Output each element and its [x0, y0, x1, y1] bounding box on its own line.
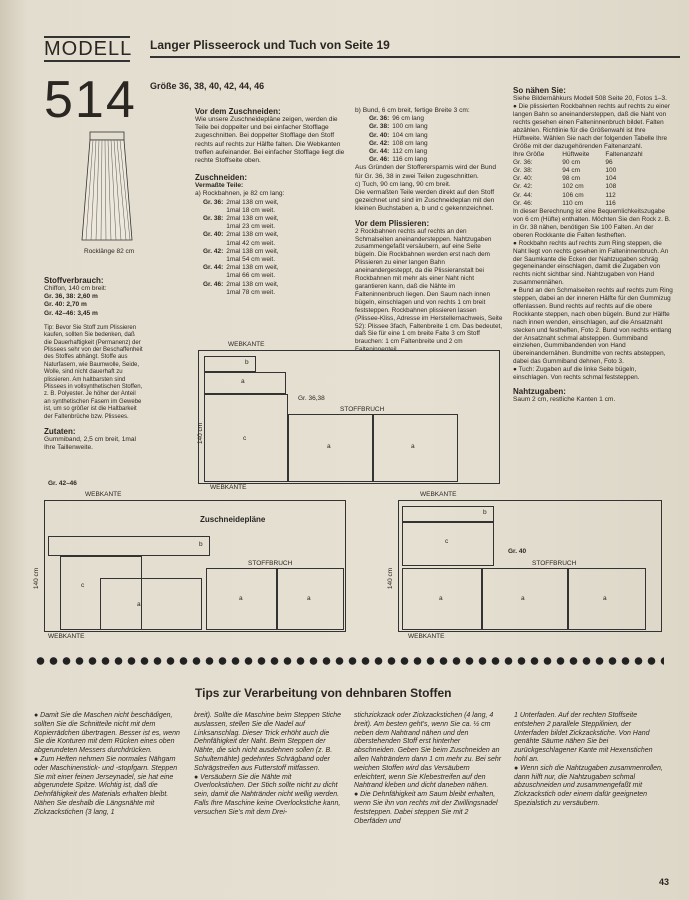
table-header: Ihre Größe Hüftweite Faltenanzahl — [513, 150, 643, 158]
table-row: Gr. 40: 2mal 138 cm weit, — [203, 231, 279, 239]
stoff-line: Chiffon, 140 cm breit: — [44, 285, 107, 292]
table-row: 1mal 78 cm weit. — [226, 288, 276, 296]
naehen-p3: ● Rockbahn rechts auf rechts zum Ring steppen, die Naht liegt von rechts gesehen im Falteninnenbruch. An der Saumkante die Ecken der Nahtzugaben schräg gegeneinander einschlagen, damit die Zugaben von rechts nicht sichtbar sind. Nahtzugaben von Hand zusammennähen. — [513, 239, 669, 287]
modell-label: MODELL — [44, 38, 133, 60]
piece-b: b — [402, 506, 494, 522]
width-label: 140 cm — [197, 422, 205, 445]
piece-a: a — [402, 568, 482, 630]
naehen-p4: ● Bund an den Schmalseiten rechts auf rechts zum Ring steppen, dabei an der inneren Hälfte für den Gummizug offenlassen. Bund rechts auf rechts auf die obere Rockkante steppen, nach oben bügeln. Bund zur Hälfte nach innen wenden, einschlagen, auf die Ansatznaht stecken und festheften, Foto 2. Bund von rechts entlang der Ansatznaht schmal absteppen. Gummiband einziehen, Gummibandenden von Hand übereinandernähen. Bundmitte von rechts absteppen, dabei das Gummiband dehnen, Foto 3. — [513, 287, 673, 366]
piece-c: c — [402, 522, 494, 566]
model-number: 514 — [44, 71, 137, 129]
table-row: Gr. 38: 94 cm 100 — [513, 167, 617, 175]
webkante-label: WEBKANTE — [228, 341, 265, 348]
figure-caption: Rocklänge 82 cm — [84, 248, 135, 255]
naht-heading: Nahtzugaben: — [513, 387, 566, 396]
webkante-label: WEBKANTE — [85, 491, 122, 498]
table-row: 1mal 66 cm weit. — [226, 272, 276, 280]
width-label: 140 cm — [33, 567, 41, 590]
piece-a: a — [276, 568, 344, 630]
tips-column-3: stichzickzack oder Zickzackstichen (4 lang, 4 breit). Am besten geht's, wenn Sie ca. ½ cm neben dem Nahtrand nähen und den überstehenden Stoff erst hinterher abschneiden. Geben Sie beim Zuschneiden an allen Nahträndern dann 1 cm mehr zu. Bei sehr weichen Stoffen wird das Versäubern erleichtert, wenn Sie Klebestreifen auf den Nahtrand kleben und dicht daneben nähen. ● Die Dehnfähigkeit am Saum bleibt erhalten, wenn Sie ihn von rechts mit der Zwillingsnadel feststeppen. Dabei steppen Sie mit 2 Oberfäden und — [354, 712, 502, 825]
table-row: Gr. 36: 90 cm 96 — [513, 158, 613, 166]
piece-a: a — [288, 414, 374, 482]
zuschneiden2-heading: Zuschneiden: — [195, 173, 248, 183]
table-row: 1mal 18 cm weit. — [226, 206, 276, 214]
table-row: Gr. 46: 110 cm 116 — [513, 199, 616, 207]
table-row: Gr. 44: 112 cm lang — [369, 148, 428, 156]
vermasste-heading: Vermaßte Teile: — [195, 182, 244, 190]
table-row: 1mal 42 cm weit. — [226, 239, 276, 247]
piece-a: a — [568, 568, 646, 630]
zuschneiden-text: Wie unsere Zuschneidepläne zeigen, werden die Teile bei doppelter und bei einfacher Stofflage zugeschnitten. Bei doppelter Stofflage den Stoff rechts auf rechts zur Hälfte falten. Die Webkanten treffen aufeinander. Bei einfacher Stofflage liegt die rechte Stoffseite oben. — [195, 116, 345, 165]
rockbahnen-intro: a) Rockbahnen, je 82 cm lang: — [195, 190, 285, 198]
stoff-heading: Stoffverbrauch: — [44, 276, 104, 285]
skirt-illustration — [78, 128, 138, 246]
right-column — [355, 107, 503, 354]
table-row: Gr. 46: 2mal 138 cm weit, — [203, 280, 279, 288]
naehen-intro: Siehe Bildernähkurs Modell 508 Seite 20, Fotos 1–3. — [513, 95, 667, 102]
size-label: Gr. 42–46 — [48, 480, 77, 487]
table-row: 1mal 23 cm weit. — [226, 223, 276, 231]
bund-table — [369, 115, 431, 164]
table-row: Gr. 44: 2mal 138 cm weit, — [203, 264, 279, 272]
stoffbruch-label: STOFFBRUCH — [340, 406, 385, 413]
groessen-table — [513, 151, 663, 208]
stoffbruch-label: STOFFBRUCH — [532, 560, 577, 567]
table-row: Gr. 36: 96 cm lang — [369, 115, 425, 123]
webkante-label: WEBKANTE — [48, 633, 85, 640]
table-row: 1mal 54 cm weit. — [226, 256, 276, 264]
tip-text: Tip: Bevor Sie Stoff zum Plissieren kaufen, sollten Sie bedenken, daß die Dauerhaftigkeit (Permanenz) der Plissees sehr von der Beschaffenheit des Stoffes abhängt. Stoffe aus Naturfasern, wie Baumwolle, Seide, Wolle, sind nicht dauerhaft zu plissieren. Am haltbarsten sind Plissees in vollsynthetischen Stoffen, z. B. Polyester. Je höher der Anteil an synthetischen Fasern im Gewebe ist, um so größer ist die Haltbarkeit der Faltenbrüche bzw. Plissees. — [44, 324, 143, 420]
naehen-heading: So nähen Sie: — [513, 86, 566, 95]
table-row: Gr. 44: 106 cm 112 — [513, 191, 616, 199]
tuch-text: Die vermaßten Teile werden direkt auf den Stoff gezeichnet und sind im Zuschneideplan mit den kleinen Buchstaben a, b und c gekennzeichnet. — [355, 189, 495, 213]
left-column — [44, 276, 144, 453]
table-row: Gr. 38: 100 cm lang — [369, 123, 428, 131]
piece-a: a — [206, 568, 278, 630]
stoff-line: Gr. 36, 38: 2,60 m — [44, 293, 98, 301]
piece-a: a — [482, 568, 568, 630]
table-row: Gr. 40: 98 cm 104 — [513, 175, 617, 183]
page-title: Langer Plisseerock und Tuch von Seite 19 — [150, 38, 680, 58]
table-row: Gr. 42: 102 cm 108 — [513, 183, 617, 191]
piece-c: c — [60, 556, 142, 630]
piece-b: b — [48, 536, 210, 556]
table-row: Gr. 46: 116 cm lang — [369, 156, 428, 164]
naehen-p2: In dieser Berechnung ist eine Bequemlichkeitszugabe von 6 cm (Hüfte) enthalten. Möchten Sie den Rock z. B. in Gr. 38 nähen, benötigen Sie 100 Falten. An der oberen Rockkante die Falten festheften. — [513, 208, 671, 239]
rockbahnen-table — [203, 199, 282, 297]
table-row: Gr. 38: 2mal 138 cm weit, — [203, 215, 279, 223]
dotted-divider — [34, 656, 664, 666]
piece-b: b — [204, 356, 256, 372]
page-number: 43 — [658, 877, 669, 887]
naht-text: Saum 2 cm, restliche Kanten 1 cm. — [513, 396, 616, 403]
zutaten-text: Gummiband, 2,5 cm breit, 1mal Ihre Taillenweite. — [44, 436, 136, 452]
naehen-p1: ● Die plissierten Rockbahnen rechts auf rechts zu einer langen Bahn so aneinandersteppen, daß die Naht von rechts gesehen einen Falteninnenbruch bildet. Falten abzählen. Richtlinie für die Größenwahl ist Ihre Hüftweite. Wählen Sie nach der folgenden Tabelle Ihre Größe mit der dazugehörenden Faltenanzahl. — [513, 103, 670, 150]
piece-a: a — [372, 414, 458, 482]
zuschneiden-heading: Vor dem Zuschneiden: — [195, 107, 281, 116]
webkante-label: WEBKANTE — [210, 484, 247, 491]
piece-a-small: a — [204, 372, 286, 394]
width-label: 140 cm — [387, 567, 395, 590]
table-row: Gr. 40: 104 cm lang — [369, 131, 428, 139]
size-label: Gr. 40 — [508, 548, 527, 555]
bund-intro: b) Bund, 6 cm breit, fertige Breite 3 cm: — [355, 107, 470, 114]
piece-a-small: a — [100, 578, 202, 630]
size-label: Gr. 36,38 — [298, 395, 325, 402]
sizes-line: Größe 36, 38, 40, 42, 44, 46 — [150, 81, 265, 91]
webkante-label: WEBKANTE — [420, 491, 457, 498]
webkante-label: WEBKANTE — [408, 633, 445, 640]
naehen-p5: ● Tuch: Zugaben auf die linke Seite bügeln, einschlagen. Von rechts schmal feststeppen. — [513, 366, 640, 382]
stoffbruch-label: STOFFBRUCH — [248, 560, 293, 567]
far-right-column — [513, 86, 673, 404]
table-row: Gr. 36: 2mal 138 cm weit, — [203, 198, 279, 206]
tuch-line: c) Tuch, 90 cm lang, 90 cm breit. — [355, 180, 451, 188]
tips-column-1: ● Damit Sie die Maschen nicht beschädigen, sollten Sie die Schnitteile nicht mit dem Kopierrädchen übertragen. Besser ist es, wenn Sie die Konturen mit dem Rücken eines oben abgerundeten Messers durchdrücken. ● Zum Heften nehmen Sie normales Nähgarn oder Maschinenstick- und -stopfgarn. Steppen Sie mit einer feinen Jerseynadel, sie hat eine abgerundete Spitze. Wichtig ist, daß die Dehnfähigkeit des Materials erhalten bleibt. Nähen Sie deshalb die Längsnähte mit Zickzackstichen (3 lang, 1 — [34, 712, 180, 816]
plissieren-heading: Vor dem Plissieren: — [355, 218, 430, 228]
stoff-line: Gr. 42–46: 3,45 m — [44, 309, 98, 317]
zutaten-heading: Zutaten: — [44, 427, 76, 437]
piece-c: c — [204, 394, 288, 482]
plans-title: Zuschneidepläne — [200, 515, 266, 524]
table-row: Gr. 42: 2mal 138 cm weit, — [203, 247, 279, 255]
plissieren-text: 2 Rockbahnen rechts auf rechts an den Schmalseiten aneinandersteppen. Nahtzugaben zusammengefaßt versäubern, auf eine Seite bügeln. Die Rockbahnen werden erst nach dem Plissieren zu einer langen Bahn aneinandergesteppt, da die Plissieranstalt bei Rockbahnen mit mehr als einer Naht nicht garantieren kann, daß die Nähte im Falteninnenbruch liegen. Den Saum nach innen bügeln, einschlagen und von rechts 1 cm breit feststeppen. Rockbahnen plissieren lassen (Plissee-Kliss, Adresse im Herstellernachweis, Seite 52): Plissee 3fach, Faltenbreite 1 cm. Das bedeutet, daß Sie für eine 1 cm breite Falte 3 cm Stoff brauchen: 1 cm Faltenbreite und 2 cm Falteninnenteil. — [355, 227, 503, 354]
stoff-line: Gr. 40: 2,70 m — [44, 301, 87, 309]
tips-column-4: 1 Unterfaden. Auf der rechten Stoffseite entstehen 2 parallele Steppilinien, der Unterfaden bildet Zickzackstiche. Von Hand genähte Säume nähen Sie bei zurückgeschlagener Kante mit Hexenstichen hohl an. ● Wenn sich die Nahtzugaben zusammenrollen, dann hilft nur, die Nahtzugaben schmal abzuschneiden und zusammengefaßt mit Zickzackstich oder einem dafür geeigneten Spezialstich zu versäubern. — [514, 712, 663, 807]
tips-column-2: breit). Sollte die Maschine beim Steppen Stiche auslassen, stellen Sie die Nadel auf Linksanschlag. Dieser Trick erhöht auch die Dehnfähigkeit der Naht. Beim Steppen der Nähte, die sich nicht ausdehnen sollen (z. B. Schulternähte) gedehntes Schrägband oder Schrägstreifen aus Futterstoff mitfassen. ● Versäubern Sie die Nähte mit Overlockstichen. Der Stich sollte nicht zu dicht sein, damit die Nahtränder nicht wellig werden. Falls Ihre Maschine keine Overlockstiche kann, versuchen Sie's mit dem Drei- — [194, 712, 342, 816]
tips-title: Tips zur Verarbeitung von dehnbaren Stoffen — [195, 686, 452, 700]
middle-column — [195, 107, 347, 297]
bund-text: Aus Gründen der Stofferersparnis wird der Bund für Gr. 36, 38 in zwei Teilen zugeschnitten. — [355, 164, 496, 180]
table-row: Gr. 42: 108 cm lang — [369, 139, 428, 147]
